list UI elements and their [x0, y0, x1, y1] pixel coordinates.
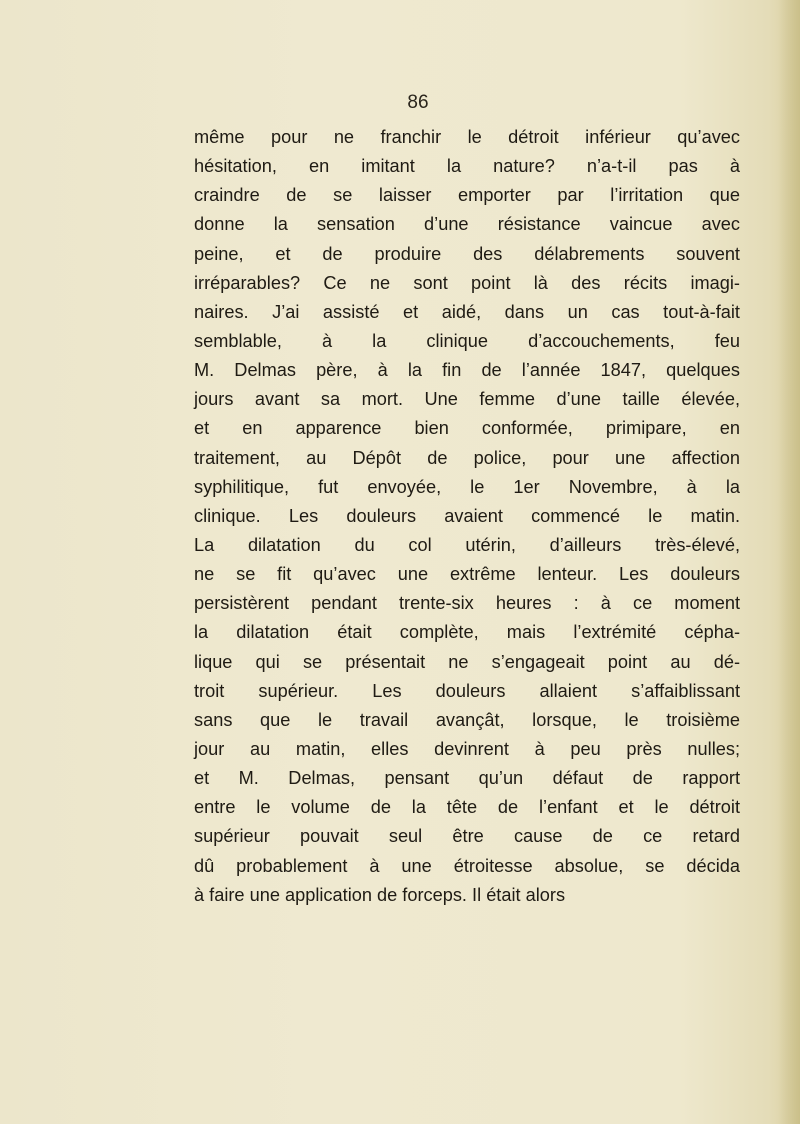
body-text — [194, 123, 740, 910]
text-line: entre le volume de la tête de l’enfant et le détroit — [194, 797, 740, 818]
text-line: et en apparence bien conformée, primipare, en — [194, 418, 740, 439]
text-line: à faire une application de forceps. Il était alors — [194, 884, 566, 905]
text-line: irréparables? Ce ne sont point là des récits imagi- — [194, 272, 740, 293]
text-line: et M. Delmas, pensant qu’un défaut de rapport — [194, 768, 740, 789]
text-line: peine, et de produire des délabrements souvent — [194, 243, 740, 264]
text-line: craindre de se laisser emporter par l’irritation que — [194, 185, 740, 206]
text-line: hésitation, en imitant la nature? n’a-t-il pas à — [194, 156, 740, 177]
text-line: clinique. Les douleurs avaient commencé le matin. — [194, 505, 740, 526]
text-line: ne se fit qu’avec une extrême lenteur. Les douleurs — [194, 564, 740, 585]
text-line: sans que le travail avançât, lorsque, le troisième — [194, 709, 740, 730]
text-line: M. Delmas père, à la fin de l’année 1847, quelques — [194, 360, 740, 381]
text-line: syphilitique, fut envoyée, le 1er Novembre, à la — [194, 476, 740, 497]
text-line: La dilatation du col utérin, d’ailleurs très-élevé, — [194, 534, 740, 555]
text-line: traitement, au Dépôt de police, pour une affection — [194, 447, 740, 468]
text-line: semblable, à la clinique d’accouchements, feu — [194, 330, 740, 351]
text-line: troit supérieur. Les douleurs allaient s’affaiblissant — [194, 680, 740, 701]
page-number: 86 — [407, 92, 429, 113]
text-line: jour au matin, elles devinrent à peu près nulles; — [194, 738, 740, 759]
page-edge-shadow — [778, 0, 800, 1124]
text-line: même pour ne franchir le détroit inférieur qu’avec — [194, 127, 740, 147]
text-line: naires. J’ai assisté et aidé, dans un cas tout-à-fait — [194, 301, 740, 322]
text-line: donne la sensation d’une résistance vaincue avec — [194, 214, 740, 235]
text-line: la dilatation était complète, mais l’extrémité cépha- — [194, 622, 740, 643]
text-line: lique qui se présentait ne s’engageait point au dé- — [194, 651, 740, 672]
text-line: dû probablement à une étroitesse absolue, se décida — [194, 855, 740, 876]
text-line: supérieur pouvait seul être cause de ce retard — [194, 826, 740, 847]
text-line: jours avant sa mort. Une femme d’une taille élevée, — [194, 389, 740, 410]
text-line: persistèrent pendant trente-six heures : à ce moment — [194, 593, 740, 614]
